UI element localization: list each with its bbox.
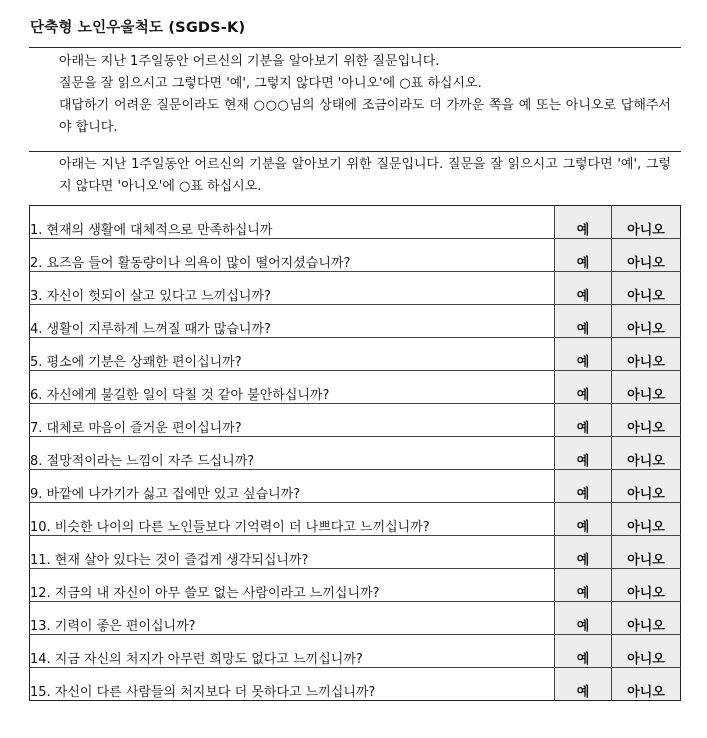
answer-yes-cell[interactable]: 예 xyxy=(555,569,612,602)
answer-yes-cell[interactable]: 예 xyxy=(555,668,612,701)
answer-no-cell[interactable]: 아니오 xyxy=(612,272,681,305)
divider-middle xyxy=(29,151,681,152)
answer-yes-cell[interactable]: 예 xyxy=(555,470,612,503)
answer-yes-cell[interactable]: 예 xyxy=(555,305,612,338)
question-text: 10. 비슷한 나이의 다른 노인들보다 기억력이 더 나쁘다고 느끼십니까? xyxy=(30,503,555,536)
question-text: 11. 현재 살아 있다는 것이 즐겁게 생각되십니까? xyxy=(30,536,555,569)
question-row-6 xyxy=(30,371,681,404)
question-text: 5. 평소에 기분은 상쾌한 편이십니까? xyxy=(30,338,555,371)
answer-yes-cell[interactable]: 예 xyxy=(555,602,612,635)
divider-top xyxy=(29,47,681,48)
question-text: 3. 자신이 헛되이 살고 있다고 느끼십니까? xyxy=(30,272,555,305)
question-text: 8. 절망적이라는 느낌이 자주 드십니까? xyxy=(30,437,555,470)
question-row-3 xyxy=(30,272,681,305)
answer-no-cell[interactable]: 아니오 xyxy=(612,668,681,701)
question-row-1 xyxy=(30,206,681,239)
instruction-paragraph: 아래는 지난 1주일동안 어르신의 기분을 알아보기 위한 질문입니다. 질문을 잘 읽으시고 그렇다면 '예', 그렇지 않다면 '아니오'에 ○표 하십시오. xyxy=(59,157,671,194)
answer-no-cell[interactable]: 아니오 xyxy=(612,305,681,338)
instruction-line: 아래는 지난 1주일동안 어르신의 기분을 알아보기 위한 질문입니다. xyxy=(59,54,440,69)
answer-yes-cell[interactable]: 예 xyxy=(555,536,612,569)
question-row-15 xyxy=(30,668,681,701)
question-row-7 xyxy=(30,404,681,437)
question-text: 9. 바깥에 나가기가 싫고 집에만 있고 싶습니까? xyxy=(30,470,555,503)
question-row-12 xyxy=(30,569,681,602)
answer-no-cell[interactable]: 아니오 xyxy=(612,404,681,437)
instruction-line: 대답하기 어려운 질문이라도 현재 ○○○님의 상태에 조금이라도 더 가까운 쪽을 예 또는 아니오로 답해주서야 합니다. xyxy=(59,98,671,135)
question-table xyxy=(29,205,681,701)
page-title: 단축형 노인우울척도 (SGDS-K) xyxy=(30,20,246,36)
question-row-8 xyxy=(30,437,681,470)
answer-no-cell[interactable]: 아니오 xyxy=(612,437,681,470)
answer-no-cell[interactable]: 아니오 xyxy=(612,470,681,503)
question-text: 7. 대체로 마음이 즐거운 편이십니까? xyxy=(30,404,555,437)
answer-no-cell[interactable]: 아니오 xyxy=(612,371,681,404)
answer-yes-cell[interactable]: 예 xyxy=(555,404,612,437)
instructions-block-b xyxy=(59,154,671,198)
answer-no-cell[interactable]: 아니오 xyxy=(612,602,681,635)
answer-no-cell[interactable]: 아니오 xyxy=(612,536,681,569)
instruction-line: 질문을 잘 읽으시고 그렇다면 '예', 그렇지 않다면 '아니오'에 ○표 하십시오. xyxy=(59,76,482,91)
answer-yes-cell[interactable]: 예 xyxy=(555,371,612,404)
answer-yes-cell[interactable]: 예 xyxy=(555,338,612,371)
answer-yes-cell[interactable]: 예 xyxy=(555,239,612,272)
answer-no-cell[interactable]: 아니오 xyxy=(612,338,681,371)
answer-yes-cell[interactable]: 예 xyxy=(555,206,612,239)
question-row-4 xyxy=(30,305,681,338)
answer-yes-cell[interactable]: 예 xyxy=(555,635,612,668)
answer-yes-cell[interactable]: 예 xyxy=(555,503,612,536)
question-text: 2. 요즈음 들어 활동량이나 의욕이 많이 떨어지셨습니까? xyxy=(30,239,555,272)
answer-yes-cell[interactable]: 예 xyxy=(555,272,612,305)
question-row-14 xyxy=(30,635,681,668)
question-text: 4. 생활이 지루하게 느껴질 때가 많습니까? xyxy=(30,305,555,338)
answer-no-cell[interactable]: 아니오 xyxy=(612,206,681,239)
question-text: 13. 기력이 좋은 편이십니까? xyxy=(30,602,555,635)
answer-no-cell[interactable]: 아니오 xyxy=(612,569,681,602)
question-row-9 xyxy=(30,470,681,503)
question-text: 6. 자신에게 불길한 일이 닥칠 것 같아 불안하십니까? xyxy=(30,371,555,404)
instructions-block-a xyxy=(59,51,671,139)
question-row-10 xyxy=(30,503,681,536)
answer-no-cell[interactable]: 아니오 xyxy=(612,635,681,668)
question-text: 14. 지금 자신의 처지가 아무런 희망도 없다고 느끼십니까? xyxy=(30,635,555,668)
question-row-2 xyxy=(30,239,681,272)
question-text: 1. 현재의 생활에 대체적으로 만족하십니까 xyxy=(30,206,555,239)
question-text: 12. 지금의 내 자신이 아무 쓸모 없는 사람이라고 느끼십니까? xyxy=(30,569,555,602)
question-row-13 xyxy=(30,602,681,635)
question-row-5 xyxy=(30,338,681,371)
answer-yes-cell[interactable]: 예 xyxy=(555,437,612,470)
answer-no-cell[interactable]: 아니오 xyxy=(612,239,681,272)
question-text: 15. 자신이 다른 사람들의 처지보다 더 못하다고 느끼십니까? xyxy=(30,668,555,701)
question-row-11 xyxy=(30,536,681,569)
answer-no-cell[interactable]: 아니오 xyxy=(612,503,681,536)
